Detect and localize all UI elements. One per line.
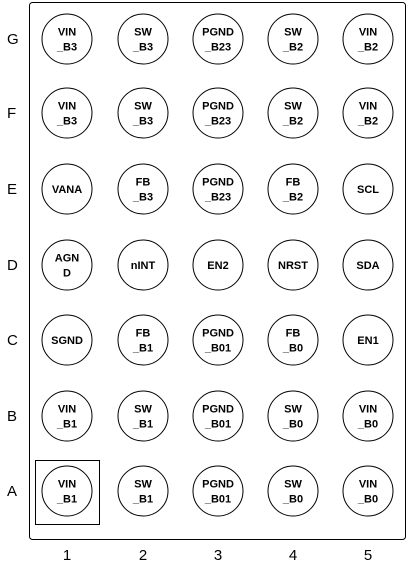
ball-e2: [118, 164, 168, 214]
ball-label-f1-line1: VIN: [57, 100, 77, 113]
ball-c4: [268, 315, 318, 365]
ball-outline: [118, 88, 168, 138]
ball-label-f5-line1: VIN: [358, 100, 378, 113]
ball-label-b5-line1: VIN: [358, 403, 378, 416]
ball-g3: [193, 14, 243, 64]
ball-e1: [42, 164, 92, 214]
column-labels: [63, 547, 372, 564]
ball-label-a3-line2: _B01: [204, 493, 232, 506]
ball-label-a5-line1: VIN: [358, 478, 378, 491]
ball-outline: [268, 391, 318, 441]
ball-label-a1-line2: _B1: [56, 493, 78, 506]
row-label-c: C: [7, 332, 18, 349]
ball-label-e2-line1: FB: [135, 176, 151, 189]
ball-g2: [118, 14, 168, 64]
ball-label-f4-line2: _B2: [282, 115, 304, 128]
ball-f1: [42, 88, 92, 138]
ball-label-a5-line2: _B0: [357, 493, 379, 506]
ball-f5: [343, 88, 393, 138]
ball-label-c5-line1: EN1: [357, 335, 379, 347]
ball-f4: [268, 88, 318, 138]
row-label-a: A: [7, 483, 18, 500]
ball-outline: [193, 315, 243, 365]
ball-label-f5-line2: _B2: [357, 115, 379, 128]
ball-outline: [193, 88, 243, 138]
ball-a1: [42, 466, 92, 516]
ball-label-a4-line2: _B0: [282, 493, 304, 506]
ball-outline: [42, 391, 92, 441]
ball-d2: [118, 240, 168, 290]
ball-label-b1-line1: VIN: [57, 403, 77, 416]
ball-e3: [193, 164, 243, 214]
ball-outline: [268, 14, 318, 64]
ball-label-e3-line1: PGND: [202, 176, 234, 189]
ball-a4: [268, 466, 318, 516]
ball-outline: [42, 466, 92, 516]
ball-outline: [343, 466, 393, 516]
ball-label-e2-line2: _B3: [132, 191, 154, 204]
ball-c3: [193, 315, 243, 365]
ball-outline: [118, 315, 168, 365]
ball-outline: [193, 391, 243, 441]
ball-label-f2-line2: _B3: [132, 115, 154, 128]
ball-label-e4-line1: FB: [285, 176, 301, 189]
ball-label-a1-line1: VIN: [57, 478, 77, 491]
row-label-g: G: [7, 31, 19, 48]
ball-outline: [118, 466, 168, 516]
ball-label-g2-line2: _B3: [132, 41, 154, 54]
ball-g5: [343, 14, 393, 64]
ball-d1: [42, 240, 92, 290]
ball-outline: [268, 315, 318, 365]
ball-outline: [343, 391, 393, 441]
ball-label-c3-line2: _B01: [204, 342, 232, 355]
ball-label-g3-line2: _B23: [204, 41, 232, 54]
ball-g1: [42, 14, 92, 64]
ball-label-c4-line2: _B0: [282, 342, 304, 355]
ball-label-f1-line2: _B3: [56, 115, 78, 128]
ball-label-c2-line2: _B1: [132, 342, 154, 355]
ball-label-g5-line2: _B2: [357, 41, 379, 54]
ball-a5: [343, 466, 393, 516]
ball-d4: [268, 240, 318, 290]
ball-grid: [42, 14, 393, 516]
ball-label-a3-line1: PGND: [202, 478, 234, 491]
ball-label-f4-line1: SW: [284, 100, 302, 113]
ball-label-a2-line2: _B1: [132, 493, 154, 506]
ball-label-b3-line1: PGND: [202, 403, 234, 416]
ball-c5: [343, 315, 393, 365]
ball-label-d5-line1: SDA: [356, 260, 380, 272]
column-label-4: 4: [288, 547, 298, 564]
ball-b4: [268, 391, 318, 441]
ball-a2: [118, 466, 168, 516]
ball-label-f2-line1: SW: [134, 100, 152, 113]
column-label-5: 5: [363, 547, 373, 564]
column-label-3: 3: [213, 547, 223, 564]
ball-b5: [343, 391, 393, 441]
ball-label-b2-line2: _B1: [132, 418, 154, 431]
ball-b3: [193, 391, 243, 441]
ball-label-g3-line1: PGND: [202, 26, 234, 39]
ball-f3: [193, 88, 243, 138]
ball-c1: [42, 315, 92, 365]
row-label-b: B: [7, 408, 18, 425]
column-label-2: 2: [138, 547, 148, 564]
ball-label-g2-line1: SW: [134, 26, 152, 39]
ball-d5: [343, 240, 393, 290]
ball-outline: [118, 14, 168, 64]
column-label-1: 1: [62, 547, 72, 564]
ball-b1: [42, 391, 92, 441]
ball-label-g1-line2: _B3: [56, 41, 78, 54]
ball-label-b4-line2: _B0: [282, 418, 304, 431]
ball-outline: [42, 14, 92, 64]
ball-f2: [118, 88, 168, 138]
row-label-f: F: [7, 105, 17, 122]
ball-label-e5-line1: SCL: [357, 184, 379, 196]
ball-label-f3-line2: _B23: [204, 115, 232, 128]
ball-g4: [268, 14, 318, 64]
ball-outline: [118, 391, 168, 441]
ball-label-g5-line1: VIN: [358, 26, 378, 39]
ball-label-b3-line2: _B01: [204, 418, 232, 431]
ball-outline: [193, 466, 243, 516]
row-labels: [7, 31, 19, 500]
ball-label-c4-line1: FB: [285, 327, 301, 340]
row-label-d: D: [7, 257, 18, 274]
ball-d3: [193, 240, 243, 290]
ball-label-c3-line1: PGND: [202, 327, 234, 340]
ball-outline: [343, 88, 393, 138]
ball-label-a2-line1: SW: [134, 478, 152, 491]
ball-label-b4-line1: SW: [284, 403, 302, 416]
ball-label-b5-line2: _B0: [357, 418, 379, 431]
ball-outline: [42, 88, 92, 138]
ball-label-e1-line1: VANA: [51, 184, 83, 196]
ball-label-c1-line1: SGND: [51, 335, 83, 347]
ball-b2: [118, 391, 168, 441]
ball-outline: [343, 14, 393, 64]
ball-outline: [268, 88, 318, 138]
row-label-e: E: [7, 181, 18, 198]
ball-label-c2-line1: FB: [135, 327, 151, 340]
ball-outline: [268, 164, 318, 214]
ball-label-a4-line1: SW: [284, 478, 302, 491]
ball-label-d1-line2: D: [63, 267, 71, 280]
ball-label-e4-line2: _B2: [282, 191, 304, 204]
ball-outline: [118, 164, 168, 214]
ball-e4: [268, 164, 318, 214]
ball-a3: [193, 466, 243, 516]
ball-outline: [42, 240, 92, 290]
ball-outline: [193, 14, 243, 64]
ball-e5: [343, 164, 393, 214]
ball-label-d1-line1: AGN: [54, 252, 80, 265]
ball-label-d2-line1: nINT: [130, 260, 156, 272]
ball-label-b2-line1: SW: [134, 403, 152, 416]
ball-label-g1-line1: VIN: [57, 26, 77, 39]
ball-label-g4-line1: SW: [284, 26, 302, 39]
ball-c2: [118, 315, 168, 365]
ball-label-d3-line1: EN2: [207, 260, 229, 272]
ball-label-g4-line2: _B2: [282, 41, 304, 54]
ball-label-b1-line2: _B1: [56, 418, 78, 431]
ball-label-d4-line1: NRST: [278, 260, 308, 272]
ball-label-e3-line2: _B23: [204, 191, 232, 204]
ball-outline: [193, 164, 243, 214]
ball-outline: [268, 466, 318, 516]
ball-label-f3-line1: PGND: [202, 100, 234, 113]
